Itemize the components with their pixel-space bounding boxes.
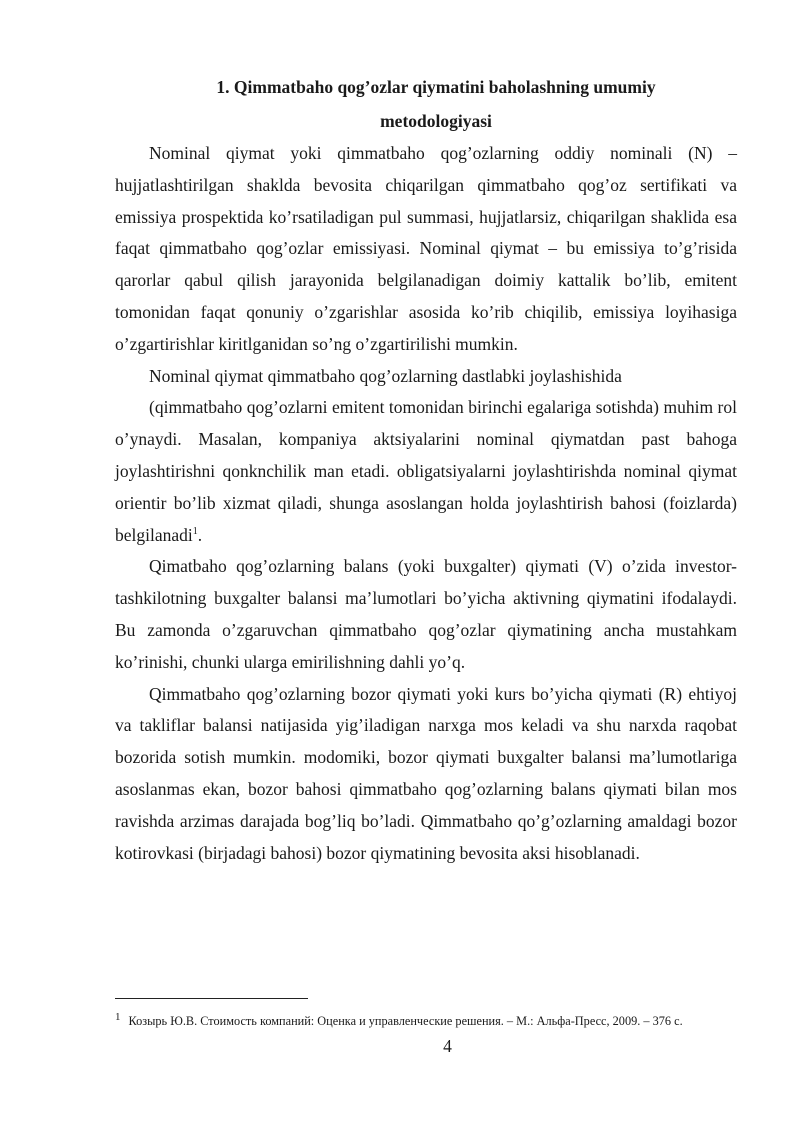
- paragraph-market-value: Qimmatbaho qog’ozlarning bozor qiymati yoki kurs bo’yicha qiymati (R) ehtiyoj va takliflar balansi natijasida yig’iladigan narxga mos keladi va shu narxda raqobat bozorida sotish mumkin. modomiki, bozor qiymati buxgalter balansi ma’lumotlariga asoslanmas ekan, bozor bahosi qimmatbaho qog’ozlarning balans qiymati bilan mos ravishda arzimas darajada bog’liq bo’ladi. Qimmatbaho qo’g’ozlarning amaldagi bozor kotirovkasi (birjadagi bahosi) bozor qiymatining bevosita aksi hisoblanadi.: [115, 683, 737, 863]
- section-heading-line-2: metodologiyasi: [380, 111, 492, 131]
- page-body: [115, 70, 737, 869]
- paragraph-balance-value: Qimatbaho qog’ozlarning balans (yoki buxgalter) qiymati (V) o’zida investor-tashkilotning buxgalter balansi ma’lumotlari bo’yicha aktivning qiymatini ifodalaydi. Bu zamonda o’zgaruvchan qimmatbaho qog’ozlar qiymatining ancha mustahkam ko’rinishi, chunki ularga emirilishning dahli yo’q.: [115, 556, 737, 672]
- footnote-separator: [115, 998, 308, 999]
- section-heading-line-1: 1. Qimmatbaho qog’ozlar qiymatini baholashning umumiy: [216, 77, 656, 97]
- paragraph-placement-role: (qimmatbaho qog’ozlarni emitent tomonidan birinchi egalariga sotishda) muhim rol o’ynaydi. Masalan, kompaniya aktsiyalarini nominal qiymatdan past bahoga joylashtirishni qonknchilik man etadi. obligatsiyalarni joylashtirishda nominal qiymat orientir bo’lib xizmat qiladi, shunga asoslangan holda joylashtirish bahosi (foizlarda) belgilanadi$^1$.: [115, 397, 737, 545]
- page-number: 4: [443, 1036, 452, 1056]
- paragraph-nominal-value: Nominal qiymat yoki qimmatbaho qog’ozlarning oddiy nominali (N) – hujjatlashtirilgan shaklda bevosita chiqarilgan qimmatbaho qog’oz sertifikati va emissiya prospektida ko’rsatiladigan pul summasi, hujjatlarsiz, chiqarilgan shaklida esa faqat qimmatbaho qog’ozlar emissiyasi. Nominal qiymat – bu emissiya to’g’risida qarorlar qabul qilish jarayonida belgilanadigan doimiy kattalik bo’lib, emitent tomonidan faqat qonuniy o’zgarishlar asosida ko’rib chiqilib, emissiya loyihasiga o’zgartirishlar kiritlganidan so’ng o’zgartirilishi mumkin.: [115, 143, 737, 354]
- footnote-number: 1: [115, 1010, 121, 1023]
- footnote-text: Козырь Ю.В. Стоимость компаний: Оценка и управленческие решения. – М.: Альфа-Пресс, 2009. – 376 с.: [128, 1014, 683, 1028]
- paragraph-initial-placement: Nominal qiymat qimmatbaho qog’ozlarning dastlabki joylashishida: [149, 365, 622, 386]
- paragraph-placement-role-text: (qimmatbaho qog’ozlarni emitent tomonidan birinchi egalariga sotishda) muhim rol o’ynaydi. Masalan, kompaniya aktsiyalarini nominal qiymatdan past bahoga joylashtirishni qonknchilik man etadi. obligatsiyalarni joylashtirishda nominal qiymat orientir bo’lib xizmat qiladi, shunga asoslangan holda joylashtirish bahosi (foizlarda) belgilanadi: [115, 397, 737, 545]
- section-heading: [115, 70, 737, 138]
- footnote-reference[interactable]: 1: [192, 525, 198, 537]
- footnote: [115, 1012, 755, 1030]
